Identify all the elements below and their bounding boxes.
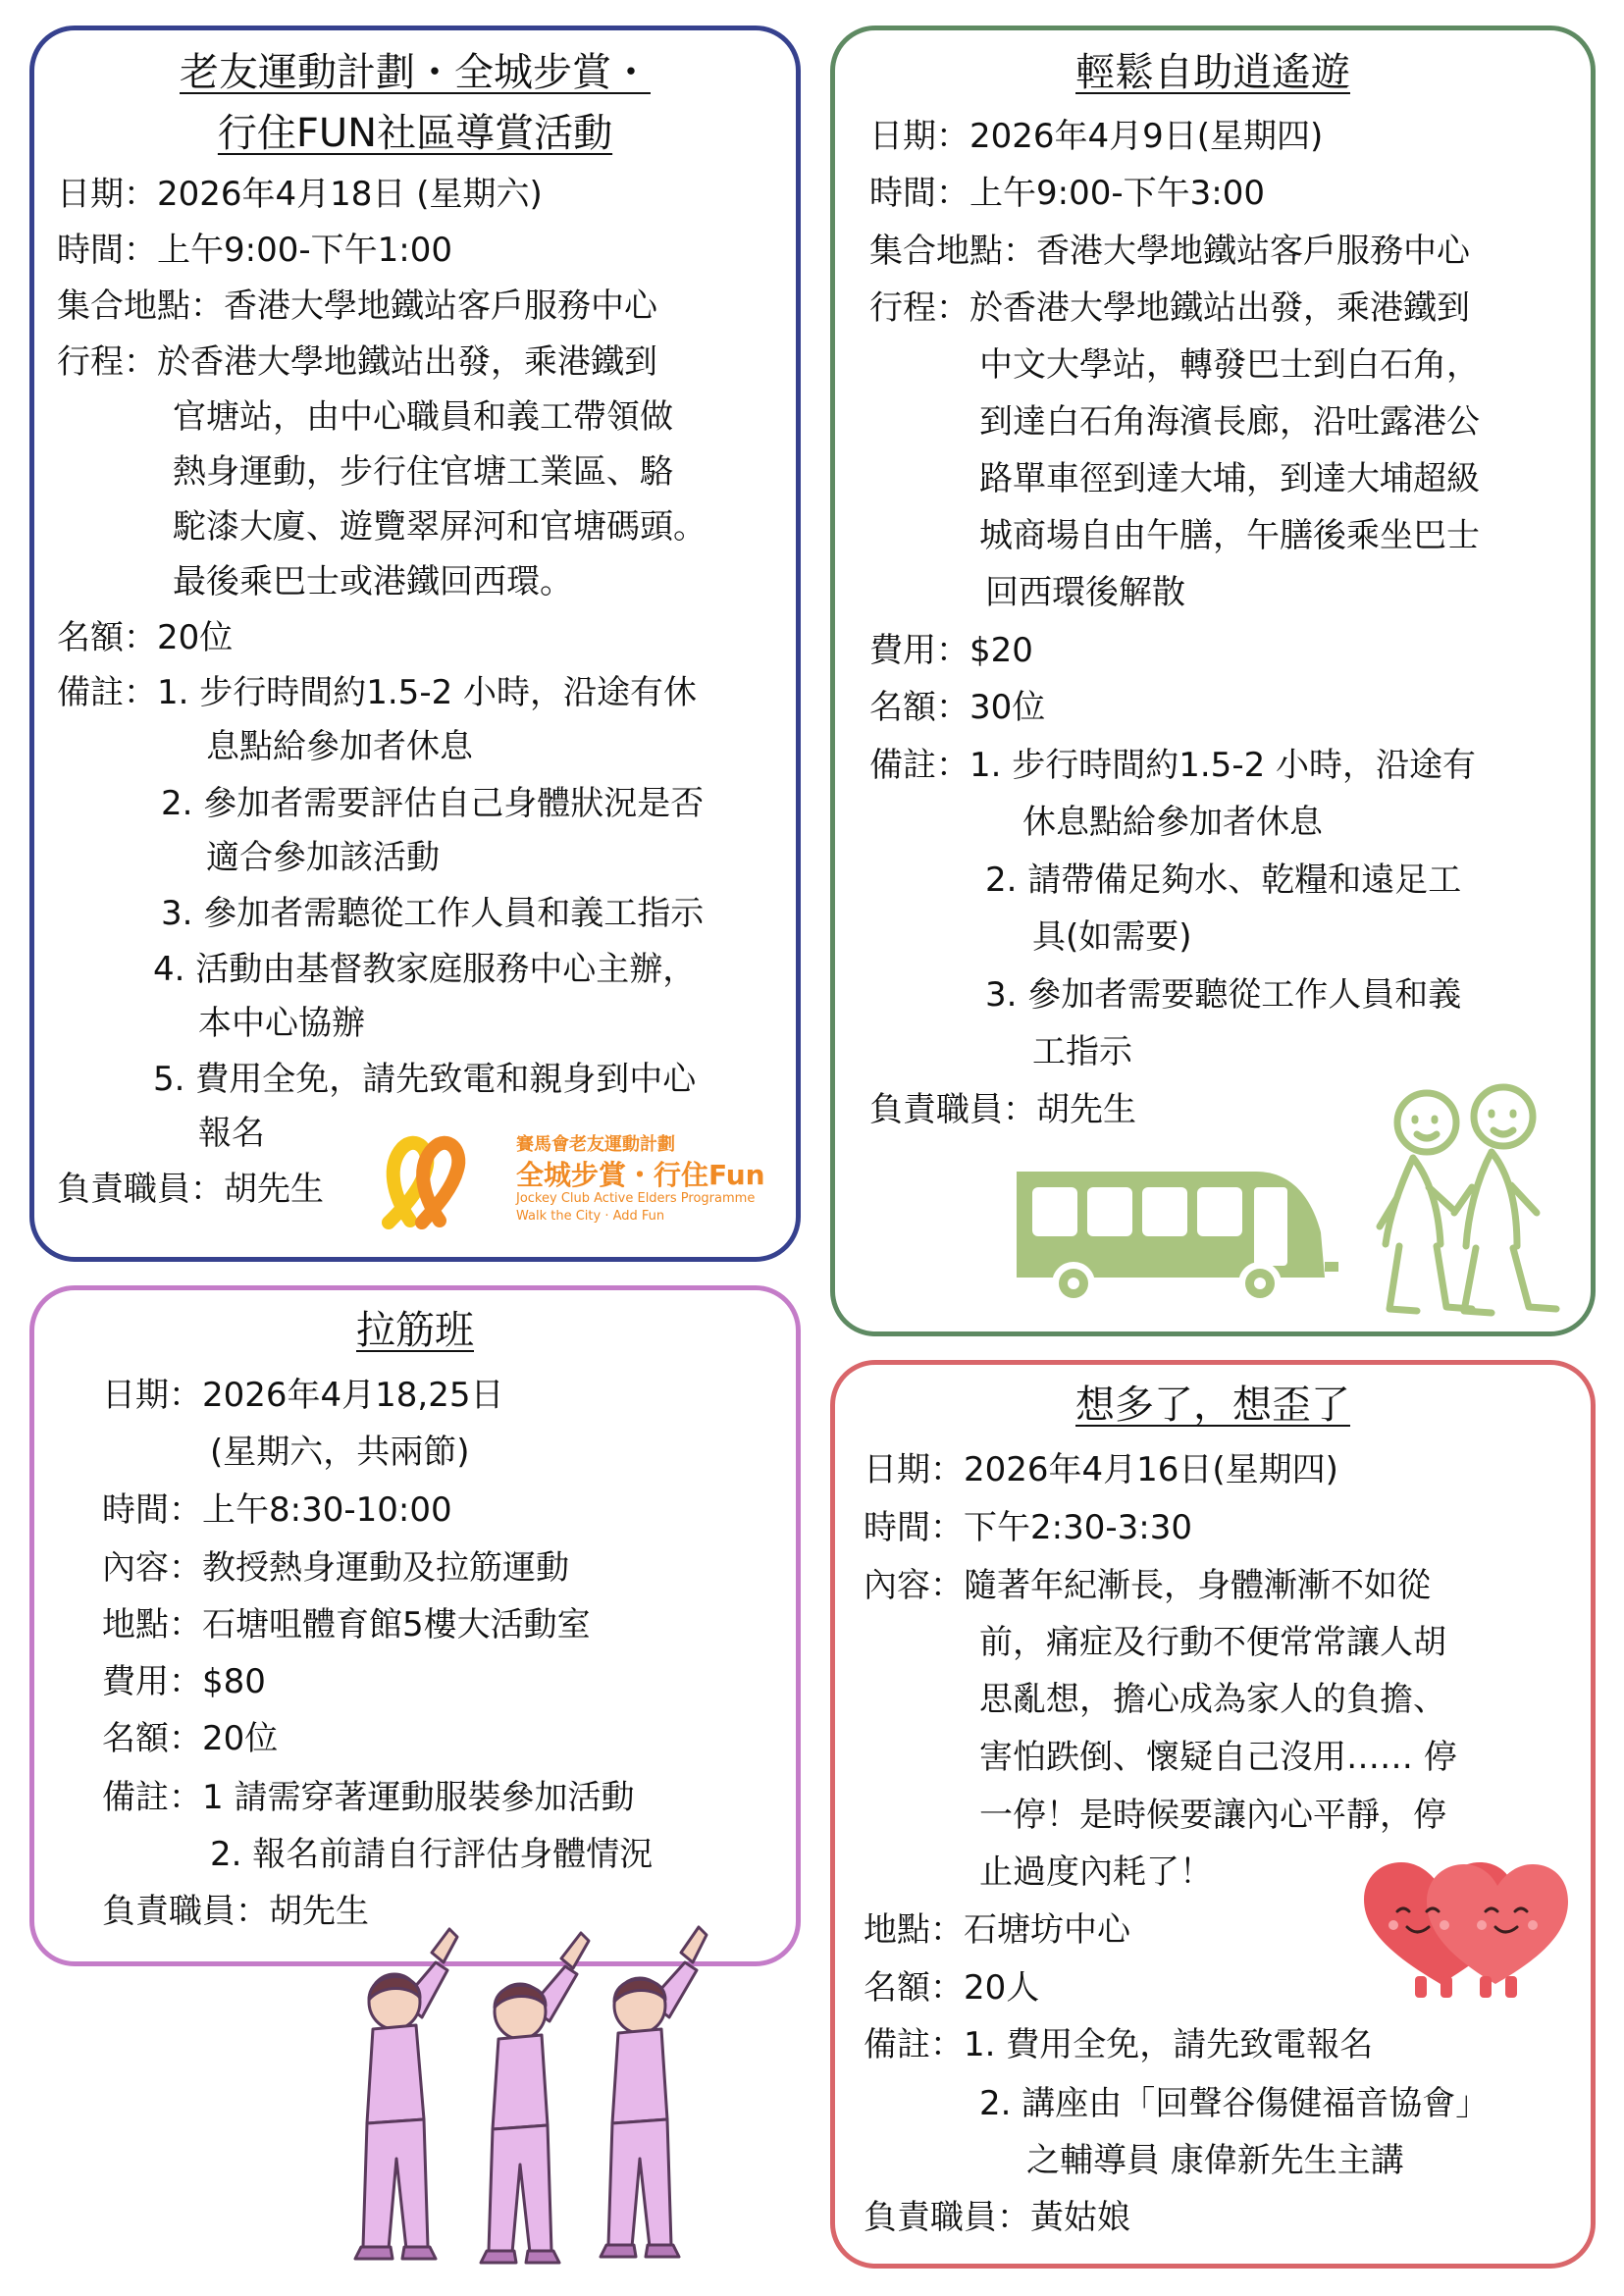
card-a-remark-line: 本中心協辦 (198, 1004, 365, 1043)
card-a-remark-line: 5. 費用全免，請先致電和親身到中心 (153, 1060, 697, 1099)
card-d-content-line: 一停！是時候要讓內心平靜，停 (979, 1796, 1446, 1835)
card-c-title: 拉筋班 (356, 1308, 474, 1353)
card-a-quota: 名額：20位 (57, 618, 234, 657)
card-d-date: 日期：2026年4月16日(星期四) (864, 1450, 1338, 1489)
card-c-date: 日期：2026年4月18,25日 (102, 1376, 504, 1415)
card-b-quota: 名額：30位 (869, 688, 1046, 727)
card-c-staff: 負責職員：胡先生 (102, 1892, 369, 1931)
card-d-content-line: 思亂想，擔心成為家人的負擔、 (979, 1680, 1446, 1719)
card-c-date-note: (星期六，共兩節) (210, 1433, 470, 1472)
card-a-remark-line: 2. 參加者需要評估自己身體狀況是否 (161, 784, 705, 823)
card-b-time: 時間：上午9:00-下午3:00 (869, 174, 1265, 213)
card-b-title: 輕鬆自助逍遙遊 (1075, 50, 1350, 95)
logo-line4: Walk the City · Add Fun (516, 1209, 665, 1224)
card-c-remark-line: 2. 報名前請自行評估身體情況 (210, 1835, 654, 1874)
card-b-remark-line: 工指示 (1032, 1032, 1132, 1071)
card-b-itinerary-line: 中文大學站，轉發巴士到白石角， (979, 345, 1480, 385)
hearts-icon (1358, 1856, 1574, 2004)
card-b-remark-line: 備註：1. 步行時間約1.5-2 小時，沿途有 (869, 746, 1477, 785)
logo-line2: 全城步賞・行住Fun (516, 1159, 765, 1191)
card-c-fee: 費用：$80 (102, 1662, 266, 1701)
card-a-remark-line: 4. 活動由基督教家庭服務中心主辦， (153, 950, 697, 989)
card-a-itinerary-line: 行程：於香港大學地鐵站出發，乘港鐵到 (57, 342, 657, 382)
card-d-quota: 名額：20人 (864, 1968, 1040, 2008)
card-a-staff: 負責職員：胡先生 (57, 1170, 324, 1209)
card-b-itinerary-line: 行程：於香港大學地鐵站出發，乘港鐵到 (869, 288, 1470, 328)
bus-icon (1001, 1164, 1354, 1321)
card-a-remark-line: 報名 (198, 1114, 265, 1153)
card-c-remark-line: 備註：1 請需穿著運動服裝參加活動 (102, 1778, 635, 1817)
card-b-itinerary-line: 城商場自由午膳，午膳後乘坐巴士 (979, 516, 1480, 555)
card-d-content-line: 前，痛症及行動不便常常讓人胡 (979, 1623, 1446, 1662)
card-a-meeting-point: 集合地點：香港大學地鐵站客戶服務中心 (57, 287, 657, 326)
card-d-content-line: 止過度內耗了！ (979, 1852, 1213, 1892)
card-d-venue: 地點：石塘坊中心 (864, 1910, 1130, 1950)
walking-people-icon (1370, 1079, 1576, 1325)
card-b-itinerary-line: 回西環後解散 (985, 573, 1185, 612)
card-b-remark-line: 3. 參加者需要聽從工作人員和義 (985, 975, 1462, 1015)
card-a-remark-line: 3. 參加者需聽從工作人員和義工指示 (161, 894, 705, 933)
card-a-time: 時間：上午9:00-下午1:00 (57, 231, 452, 270)
card-d-remark-line: 2. 講座由「回聲谷傷健福音協會」 (979, 2084, 1490, 2123)
card-a-remark-line: 適合參加該活動 (206, 838, 440, 877)
card-b-remark-line: 具(如需要) (1032, 917, 1192, 957)
card-c-time: 時間：上午8:30-10:00 (102, 1490, 452, 1530)
card-a-remark-line: 息點給參加者休息 (206, 727, 473, 766)
card-a-itinerary-line: 最後乘巴士或港鐵回西環。 (173, 562, 573, 601)
card-b-date: 日期：2026年4月9日(星期四) (869, 117, 1324, 156)
jockey-club-logo (383, 1126, 785, 1234)
card-c-content: 內容：教授熱身運動及拉筋運動 (102, 1548, 569, 1588)
card-d-staff: 負責職員：黃姑娘 (864, 2198, 1130, 2237)
card-b-meeting-point: 集合地點：香港大學地鐵站客戶服務中心 (869, 232, 1470, 271)
card-a-date: 日期：2026年4月18日 (星期六) (57, 175, 543, 214)
card-d-remark-line: 之輔導員 康偉新先生主講 (1026, 2141, 1404, 2180)
card-d-remark-line: 備註：1. 費用全免，請先致電報名 (864, 2025, 1374, 2064)
card-a-itinerary-line: 駝漆大廈、遊覽翠屏河和官塘碼頭。 (173, 507, 707, 547)
logo-line3: Jockey Club Active Elders Programme (516, 1191, 756, 1206)
logo-line1: 賽馬會老友運動計劃 (516, 1134, 675, 1155)
ribbon-icon (383, 1126, 481, 1234)
stretching-people-illustration (334, 1923, 746, 2276)
card-d-content-line: 內容：隨著年紀漸長，身體漸漸不如從 (864, 1566, 1431, 1605)
card-b-remark-line: 2. 請帶備足夠水、乾糧和遠足工 (985, 861, 1462, 900)
card-a-remark-line: 備註：1. 步行時間約1.5-2 小時，沿途有休 (57, 673, 698, 712)
card-d-time: 時間：下午2:30-3:30 (864, 1508, 1192, 1547)
card-b-remark-line: 休息點給參加者休息 (1022, 803, 1323, 842)
card-a-title-line1: 老友運動計劃・全城步賞・ (180, 50, 651, 95)
card-a-itinerary-line: 熱身運動，步行住官塘工業區、駱 (173, 452, 673, 492)
card-d-content-line: 害怕跌倒、懷疑自己沒用…… 停 (979, 1738, 1457, 1777)
card-a-itinerary-line: 官塘站，由中心職員和義工帶領做 (173, 397, 673, 437)
card-b-fee: 費用：$20 (869, 631, 1033, 670)
card-a-title-line2: 行住FUN社區導賞活動 (217, 111, 613, 156)
card-c-venue: 地點：石塘咀體育館5樓大活動室 (102, 1605, 591, 1644)
card-b-itinerary-line: 到達白石角海濱長廊，沿吐露港公 (979, 402, 1480, 442)
card-b-staff: 負責職員：胡先生 (869, 1090, 1136, 1129)
card-c-quota: 名額：20位 (102, 1719, 279, 1758)
card-b-itinerary-line: 路單車徑到達大埔，到達大埔超級 (979, 459, 1480, 498)
card-d-title: 想多了，想歪了 (1075, 1383, 1350, 1428)
